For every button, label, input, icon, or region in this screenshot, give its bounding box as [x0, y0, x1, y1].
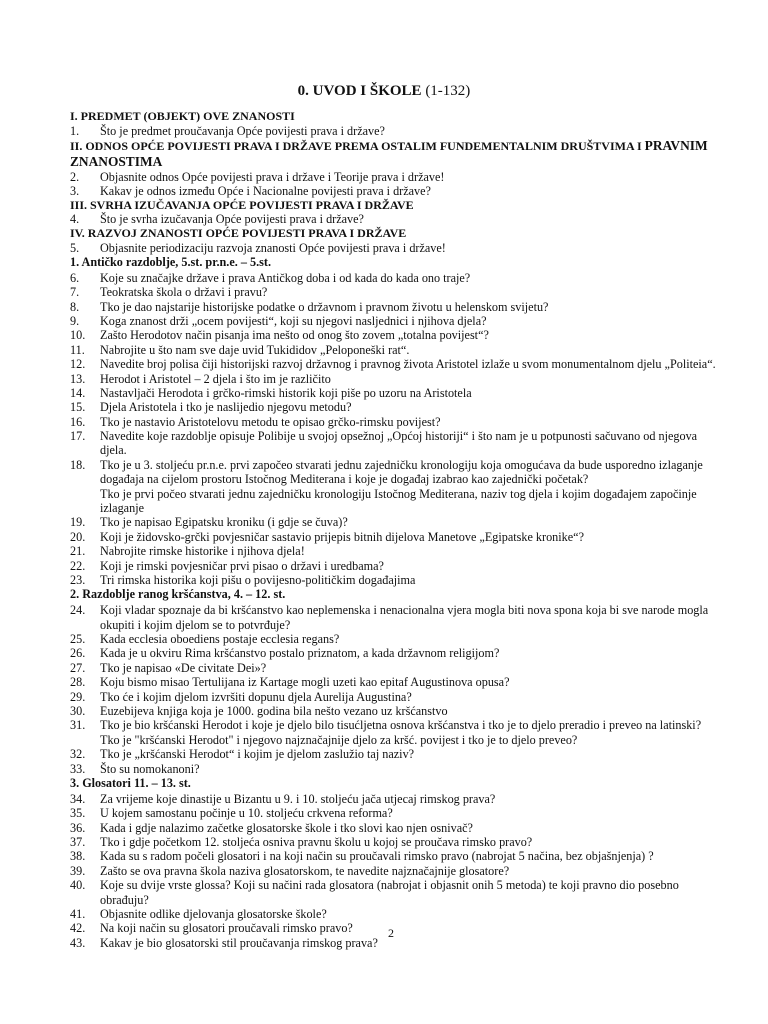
question-item: [70, 573, 720, 587]
question-text: Kada je u okviru Rima kršćanstvo postalo priznatom, a kada državnom religijom?: [100, 646, 500, 661]
question-item: [70, 415, 720, 429]
question-item: [70, 314, 720, 328]
question-text-block: [100, 821, 720, 835]
question-text: Euzebijeva knjiga koja je 1000. godina bila nešto vezano uz kršćanstvo: [100, 703, 448, 718]
question-text-block: [100, 343, 720, 357]
question-item: [70, 400, 720, 414]
question-item: [70, 661, 720, 675]
question-text-block: [100, 212, 720, 226]
question-text: Nastavljači Herodota i grčko-rimski historik koji piše po uzoru na Aristotela: [100, 385, 472, 400]
question-item: [70, 429, 720, 458]
question-number: 31.: [70, 718, 86, 733]
question-text-extra: Tko je "kršćanski Herodot" i njegovo najznačajnije djelo za kršć. povijest i tko je to djelo preveo?: [100, 732, 578, 747]
question-item: [70, 704, 720, 718]
question-text: Objasnite odnos Opće povijesti prava i države i Teorije prava i države!: [100, 169, 445, 184]
question-text: Kakav je odnos između Opće i Nacionalne povijesti prava i države?: [100, 184, 431, 199]
title-range: (1-132): [425, 83, 471, 99]
question-text: Koji je rimski povjesničar prvi pisao o državi i uredbama?: [100, 558, 384, 573]
question-text-block: [100, 646, 720, 660]
question-text-block: [100, 864, 720, 878]
question-text-block: [100, 170, 720, 184]
question-text: Zašto Herodotov način pisanja ima nešto od onog što zovem „totalna povijest“?: [100, 328, 489, 343]
subsection-heading: 1. Antičko razdoblje, 5.st. pr.n.e. – 5.st.: [70, 254, 271, 269]
question-text: Teokratska škola o državi i pravu?: [100, 285, 268, 300]
question-text-block: [100, 400, 720, 414]
question-number: 36.: [70, 820, 86, 835]
question-text-block: [100, 314, 720, 328]
question-text: Objasnite periodizaciju razvoja znanosti Opće povijesti prava i države!: [100, 240, 446, 255]
question-text: Koga znanost drži „ocem povijesti“, koji su njegovi nasljednici i njihova djela?: [100, 313, 487, 328]
question-number: 23.: [70, 573, 86, 587]
question-number: 14.: [70, 385, 86, 400]
question-text-block: [100, 328, 720, 342]
section-heading-text: IV. RAZVOJ ZNANOSTI OPĆE POVIJESTI PRAVA I DRŽAVE: [70, 225, 407, 240]
question-text-block: [100, 458, 720, 516]
question-number: 25.: [70, 632, 86, 647]
question-text: Za vrijeme koje dinastije u Bizantu u 9. i 10. stoljeću jača utjecaj rimskog prava?: [100, 791, 496, 806]
section-heading: [70, 227, 720, 241]
question-number: 20.: [70, 529, 86, 544]
question-text: Kada su s radom počeli glosatori i na koji način su proučavali rimsko pravo (nabrojat 5 načina, bez objašnjenja) ?: [100, 849, 654, 864]
question-text: Navedite broj polisa čiji historijski razvoj državnog i pravnog života Aristotel izlaže u svom monumentalnom djelu „Politeia“.: [100, 357, 716, 372]
question-number: 9.: [70, 313, 80, 328]
question-text: Kada ecclesia oboediens postaje ecclesia regans?: [100, 632, 340, 647]
question-number: 1.: [70, 123, 80, 138]
question-text-block: [100, 806, 720, 820]
question-number: 43.: [70, 935, 86, 950]
question-text-block: [100, 675, 720, 689]
question-item: [70, 603, 720, 632]
section-heading: [70, 199, 720, 213]
question-item: [70, 241, 720, 255]
question-item: [70, 530, 720, 544]
question-item: [70, 762, 720, 776]
question-text-block: [100, 415, 720, 429]
question-text-extra: Tko je prvi počeo stvarati jednu zajedničku kronologiju Istočnog Mediterana, naziv tog djela i kojim događajem započinje izlaganje: [100, 486, 697, 516]
question-text: Koji vladar spoznaje da bi kršćanstvo kao neplemenska i nenacionalna vjera mogla biti nova spona koja bi sve narode mogla okupiti i kojim djelom se to potvrđuje?: [100, 603, 709, 632]
question-item: [70, 690, 720, 704]
question-text: Na koji način su glosatori proučavali rimsko pravo?: [100, 921, 353, 936]
question-number: 3.: [70, 184, 80, 199]
question-number: 29.: [70, 689, 86, 704]
question-number: 41.: [70, 906, 86, 921]
question-item: [70, 921, 720, 935]
question-text: Tko je nastavio Aristotelovu metodu te opisao grčko-rimsku povijest?: [100, 414, 441, 429]
question-number: 39.: [70, 863, 86, 878]
question-number: 15.: [70, 400, 86, 415]
question-text: Tko će i kojim djelom izvršiti dopunu djela Aurelija Augustina?: [100, 689, 412, 704]
question-text-block: [100, 285, 720, 299]
question-text: Što su nomokanoni?: [100, 761, 200, 776]
question-item: [70, 285, 720, 299]
section-heading-text: I. PREDMET (OBJEKT) OVE ZNANOSTI: [70, 109, 295, 123]
question-text: Nabrojite u što nam sve daje uvid Tukididov „Peloponeški rat“.: [100, 342, 410, 357]
question-text-block: [100, 124, 720, 138]
question-text-block: [100, 835, 720, 849]
question-text-block: [100, 690, 720, 704]
question-text: Koje su značajke države i prava Antičkog doba i od kada do kada ono traje?: [100, 270, 471, 285]
question-text: Herodot i Aristotel – 2 djela i što im je različito: [100, 371, 331, 386]
question-number: 12.: [70, 357, 86, 372]
question-number: 22.: [70, 558, 86, 573]
question-text-block: [100, 184, 720, 198]
question-text: Zašto se ova pravna škola naziva glosatorskom, te navedite najznačajnije glosatore?: [100, 863, 510, 878]
question-number: 37.: [70, 834, 86, 849]
question-number: 33.: [70, 761, 86, 776]
question-text-block: [100, 704, 720, 718]
page-title: [0, 82, 768, 100]
question-number: 8.: [70, 299, 80, 314]
question-text-block: [100, 241, 720, 255]
question-text: Navedite koje razdoblje opisuje Polibije u svojoj opsežnoj „Općoj historiji“ i što nam je u potpunosti sačuvano od njegova djela.: [100, 429, 698, 458]
question-number: 28.: [70, 675, 86, 690]
question-number: 17.: [70, 429, 86, 444]
question-text-block: [100, 357, 720, 371]
question-number: 11.: [70, 342, 85, 357]
section-heading-text: II. ODNOS OPĆE POVIJESTI PRAVA I DRŽAVE PREMA OSTALIM FUNDEMENTALNIM DRUŠTVIMA I: [70, 139, 642, 154]
question-text-block: [100, 559, 720, 573]
question-item: [70, 747, 720, 761]
question-text-block: [100, 300, 720, 314]
question-item: [70, 328, 720, 342]
question-item: [70, 878, 720, 907]
question-number: 18.: [70, 457, 86, 472]
question-number: 32.: [70, 747, 86, 762]
question-item: [70, 170, 720, 184]
question-item: [70, 835, 720, 849]
question-number: 7.: [70, 285, 80, 300]
question-item: [70, 372, 720, 386]
page-number: 2: [388, 926, 394, 940]
question-number: 21.: [70, 544, 86, 559]
question-number: 40.: [70, 878, 86, 893]
question-item: [70, 271, 720, 285]
question-text-block: [100, 792, 720, 806]
question-text-block: [100, 878, 720, 907]
question-item: [70, 544, 720, 558]
question-text-block: [100, 372, 720, 386]
question-text: Koje su dvije vrste glossa? Koji su načini rada glosatora (nabrojat i objasnit onih 5 metoda) te koji pravno dio posebno obrađuju?: [100, 878, 679, 907]
question-number: 6.: [70, 270, 80, 285]
question-text: Što je predmet proučavanja Opće povijesti prava i države?: [100, 123, 385, 138]
question-text-block: [100, 718, 720, 747]
question-item: [70, 124, 720, 138]
section-heading: [70, 138, 720, 170]
question-number: 27.: [70, 660, 86, 675]
question-text: Tko je dao najstarije historijske podatke o državnom i pravnom životu u helenskom svijetu?: [100, 299, 549, 314]
question-text: Djela Aristotela i tko je naslijedio njegovu metodu?: [100, 400, 352, 415]
question-text: U kojem samostanu počinje u 10. stoljeću crkvena reforma?: [100, 806, 393, 821]
question-text: Koju bismo misao Tertulijana iz Kartage mogli uzeti kao epitaf Augustinova opusa?: [100, 675, 510, 690]
section-heading: [70, 110, 720, 124]
question-item: [70, 646, 720, 660]
question-text: Tko je u 3. stoljeću pr.n.e. prvi započeo stvarati jednu zajedničku kronologiju koja omogućava da bude usporedno izlaganje događaja na cijelom prostoru Istočnog Mediterana i koje je događaj izabrao kao zajednički početak?: [100, 457, 703, 487]
question-item: [70, 559, 720, 573]
subsection-heading: 2. Razdoblje ranog kršćanstva, 4. – 12. st.: [70, 587, 286, 602]
question-item: [70, 936, 720, 950]
question-text: Koji je židovsko-grčki povjesničar sastavio prijepis bitnih dijelova Manetove „Egipatske kronike“?: [100, 529, 584, 544]
question-number: 24.: [70, 603, 86, 618]
question-item: [70, 515, 720, 529]
question-text: Objasnite odlike djelovanja glosatorske škole?: [100, 906, 327, 921]
question-item: [70, 357, 720, 371]
section-heading-tail: PRAVNIM ZNANOSTIMA: [70, 138, 708, 169]
question-number: 26.: [70, 646, 86, 661]
question-number: 42.: [70, 921, 86, 936]
question-number: 13.: [70, 371, 86, 386]
question-text: Kada i gdje nalazimo začetke glosatorske škole i tko slovi kao njen osnivač?: [100, 820, 473, 835]
question-item: [70, 792, 720, 806]
question-text: Tri rimska historika koji pišu o povijesno-političkim događajima: [100, 573, 416, 587]
question-text-block: [100, 849, 720, 863]
question-text-block: [100, 762, 720, 776]
question-number: 34.: [70, 791, 86, 806]
question-item: [70, 821, 720, 835]
question-item: [70, 806, 720, 820]
question-number: 19.: [70, 515, 86, 530]
question-number: 38.: [70, 849, 86, 864]
question-text-block: [100, 907, 720, 921]
question-item: [70, 718, 720, 747]
question-text-block: [100, 530, 720, 544]
question-text-block: [100, 661, 720, 675]
question-text-block: [100, 747, 720, 761]
question-text-block: [100, 573, 720, 587]
question-item: [70, 864, 720, 878]
section-heading-text: III. SVRHA IZUČAVANJA OPĆE POVIJESTI PRAVA I DRŽAVE: [70, 197, 414, 212]
question-number: 2.: [70, 169, 80, 184]
question-text-block: [100, 386, 720, 400]
question-text-block: [100, 921, 720, 935]
question-item: [70, 212, 720, 226]
question-text-block: [100, 544, 720, 558]
question-list: [70, 110, 720, 950]
question-item: [70, 458, 720, 516]
question-text-block: [100, 515, 720, 529]
question-text: Tko je napisao «De civitate Dei»?: [100, 660, 267, 675]
question-text-block: [100, 603, 720, 632]
question-text-block: [100, 632, 720, 646]
question-item: [70, 849, 720, 863]
question-text: Tko je bio kršćanski Herodot i koje je djelo bilo tisućljetna osnova kršćanstva i tko je to djelo preradio i preveo na latinski?: [100, 718, 702, 733]
subsection-heading: 3. Glosatori 11. – 13. st.: [70, 775, 191, 790]
question-text-block: [100, 429, 720, 458]
question-text: Tko je napisao Egipatsku kroniku (i gdje se čuva)?: [100, 515, 348, 530]
question-number: 10.: [70, 328, 86, 343]
question-item: [70, 907, 720, 921]
question-number: 35.: [70, 806, 86, 821]
question-item: [70, 632, 720, 646]
question-text: Što je svrha izučavanja Opće povijesti prava i države?: [100, 212, 364, 227]
question-item: [70, 184, 720, 198]
question-text-block: [100, 936, 720, 950]
question-item: [70, 343, 720, 357]
question-text: Nabrojite rimske historike i njihova djela!: [100, 544, 305, 559]
question-number: 16.: [70, 414, 86, 429]
question-text: Tko je „kršćanski Herodot“ i kojim je djelom zaslužio taj naziv?: [100, 747, 415, 762]
question-text-block: [100, 271, 720, 285]
question-item: [70, 386, 720, 400]
question-item: [70, 675, 720, 689]
question-number: 4.: [70, 212, 80, 227]
title-main: 0. UVOD I ŠKOLE: [297, 83, 422, 99]
question-number: 5.: [70, 240, 80, 255]
question-number: 30.: [70, 703, 86, 718]
question-item: [70, 300, 720, 314]
question-text: Kakav je bio glosatorski stil proučavanja rimskog prava?: [100, 935, 378, 950]
question-text: Tko i gdje početkom 12. stoljeća osniva pravnu školu u kojoj se proučava rimsko pravo?: [100, 834, 533, 849]
